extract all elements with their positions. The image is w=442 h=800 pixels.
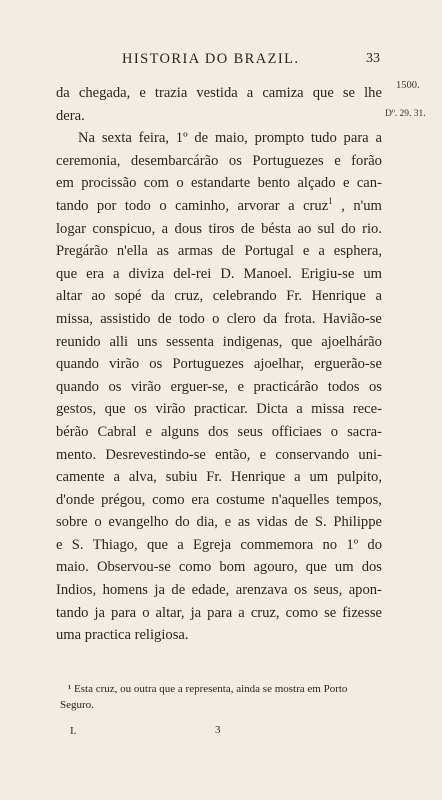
text-line: reunido alli uns sessenta indigenas, que ajoelhárão [56, 333, 382, 350]
text-line: e S. Thiago, que a Egreja commemora no 1º do [56, 536, 382, 553]
running-header [60, 51, 380, 73]
text-line: tando por todo o caminho, arvorar a cruz$^1$ , n'um [56, 195, 382, 214]
text-line: uma practica religiosa. [56, 627, 189, 644]
margin-reference: Dº. 29. 31. [385, 109, 426, 119]
running-title: HISTORIA DO BRAZIL. [122, 51, 300, 67]
text-line: da chegada, e trazia vestida a camiza que se lhe [56, 85, 382, 101]
text-line: gestos, que os virão practicar. Dicta a missa rece- [56, 401, 382, 418]
text-line: Pregárão n'ella as armas de Portugal e a esphera, [56, 243, 382, 260]
text-line: mento. Desrevestindo-se então, e conservando uni- [56, 446, 382, 463]
text-line: sobre o evangelho do dia, e as vidas de S. Philippe [56, 514, 382, 531]
footnote-reference: 1 [328, 195, 333, 206]
text-line: quando os virão erguer-se, e practicárão todos os [56, 378, 382, 395]
page-number: 33 [366, 51, 380, 66]
text-line: bérão Cabral e alguns dos seus officiaes o sacra- [56, 423, 382, 440]
margin-year: 1500. [396, 80, 420, 91]
text-line: Indios, homens ja de edade, arenzava os seus, apon- [56, 582, 382, 599]
footnote [60, 681, 382, 713]
text-line: dera. [56, 107, 85, 124]
footnote-line: Seguro. [60, 699, 94, 711]
text-line: tando ja para o altar, ja para a cruz, como se fizesse [56, 604, 382, 621]
text-line: em procissão com o estandarte bento alçado e can- [56, 175, 382, 192]
text-line: logar conspicuo, a dous tiros de bésta ao sul do rio. [56, 220, 382, 237]
text-line: altar ao sopé da cruz, celebrando Fr. Henrique a [56, 288, 382, 305]
signature-mark: I. [70, 725, 77, 737]
text-line: maio. Observou-se como bom agouro, que um dos [56, 559, 382, 576]
footnote-line: ¹ Esta cruz, ou outra que a representa, ainda se mostra em Porto [68, 683, 348, 695]
signature-number: 3 [215, 724, 221, 736]
text-line: ceremonia, desembarcárão os Portuguezes e forão [56, 152, 382, 169]
text-line: missa, assistido de todo o clero da frota. Havião-se [56, 310, 382, 327]
text-line: d'onde prégou, como era costume n'aquelles tempos, [56, 491, 382, 508]
body-text [56, 82, 382, 647]
text-line: Na sexta feira, 1º de maio, prompto tudo para a [78, 130, 382, 147]
text-line: camente a alva, subiu Fr. Henrique a um pulpito, [56, 469, 382, 486]
text-line: quando virão os Portuguezes ajoelhar, erguerão-se [56, 356, 382, 373]
text-line: que era a diviza del-rei D. Manoel. Erigiu-se um [56, 265, 382, 282]
